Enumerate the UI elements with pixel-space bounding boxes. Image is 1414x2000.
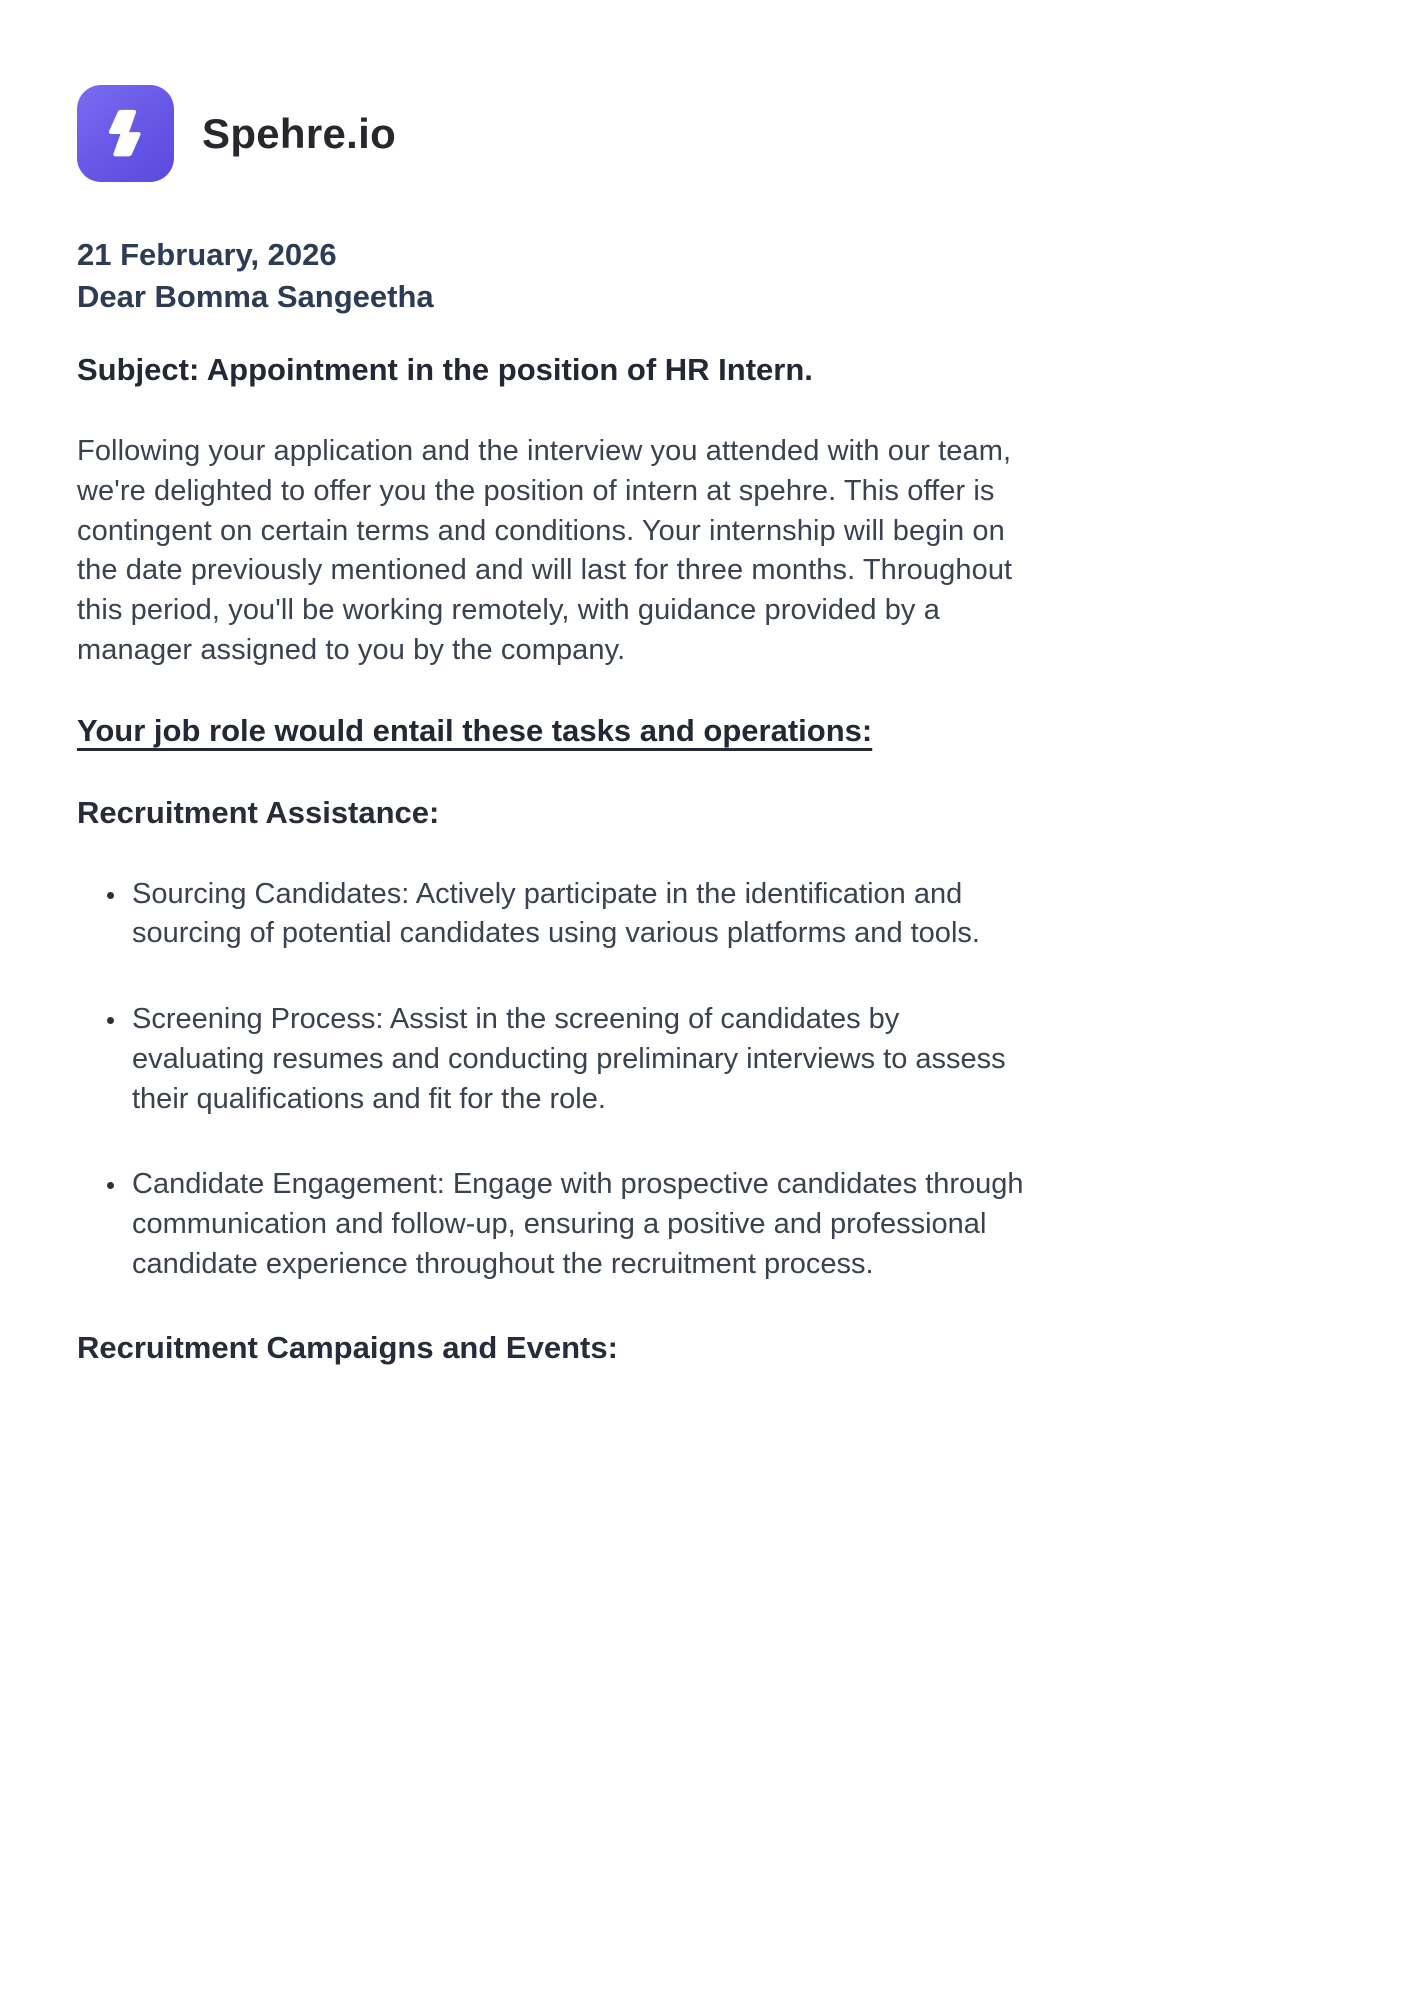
recruitment-campaigns-heading: Recruitment Campaigns and Events: <box>77 1330 618 1366</box>
letter-greeting: Dear Bomma Sangeetha <box>77 279 434 315</box>
task-list <box>77 875 1034 1285</box>
intro-paragraph: Following your application and the interview you attended with our team, we're delighted to offer you the position of intern at spehre. This offer is contingent on certain terms and conditions. Your internship will begin on the date previously mentioned and will last for three months. Throughout this period, you'll be working remotely, with guidance provided by a manager assigned to you by the company. <box>77 435 1013 666</box>
list-item-candidate-engagement: • Candidate Engagement: Engage with prospective candidates through communication and follow-up, ensuring a positive and professional candidate experience throughout the recruitment process. <box>128 1165 1034 1284</box>
spehre-logo-icon <box>77 85 174 182</box>
letter-date: 21 February, 2026 <box>77 237 337 272</box>
letter-date-block <box>77 234 1034 318</box>
recruitment-assistance-heading: Recruitment Assistance: <box>77 794 440 830</box>
brand-name: Spehre.io <box>202 109 397 157</box>
brand-header <box>77 85 1034 182</box>
job-role-section-heading: Your job role would entail these tasks and operations: <box>77 712 873 748</box>
letter-subject: Subject: Appointment in the position of HR Intern. <box>77 352 813 388</box>
list-item-screening-process: • Screening Process: Assist in the screening of candidates by evaluating resumes and conducting preliminary interviews to assess their qualifications and fit for the role. <box>128 1000 1034 1119</box>
list-item-sourcing-candidates: • Sourcing Candidates: Actively participate in the identification and sourcing of potential candidates using various platforms and tools. <box>128 875 1034 954</box>
